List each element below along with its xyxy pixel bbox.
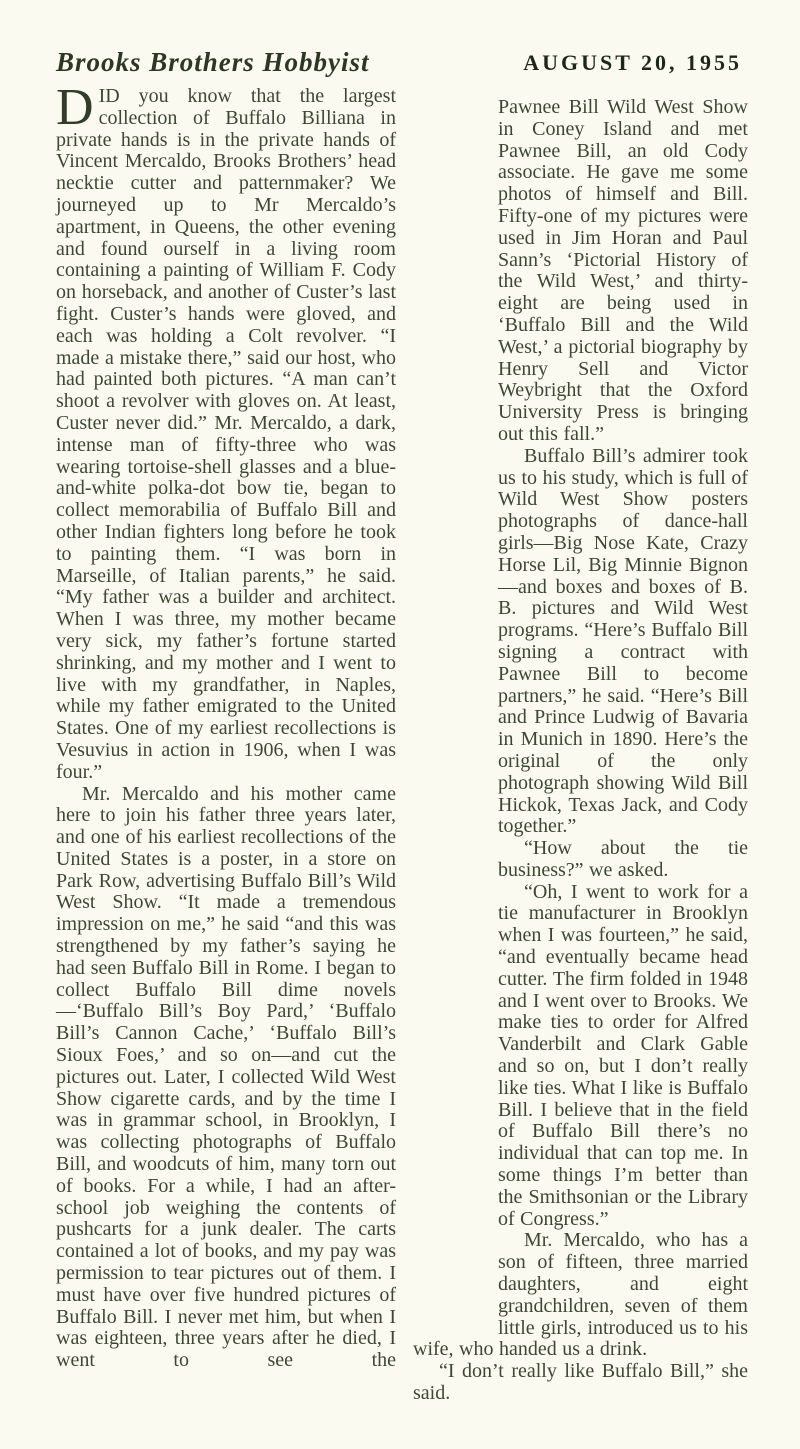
- paragraph-text: Mr. Mercaldo and his mother came here to join his father three years later, and one of his earliest recollections of the United States is a poster, in a store on Park Row, advertising Buffalo Bill’s Wild West Show. “It made a tremendous impression on me,” he said “and this was strengthened by my father’s saying he had seen Buffalo Bill in Rome. I began to collect Buffalo Bill dime novels—‘Buffalo Bill’s Boy Pard,’ ‘Buffalo Bill’s Cannon Cache,’ ‘Buffalo Bill’s Sioux Foes,’ and so on—and cut the pictures out. Later, I collected Wild West Show cigarette cards, and by the time I was in grammar school, in Brooklyn, I was collecting photographs of Buffalo Bill, and woodcuts of him, many torn out of books. For a while, I had an after-school job weighing the contents of pushcarts for a junk dealer. The carts contained a lot of books, and my pay was permission to tear pictures out of them. I must have over five hundred pictures of Buffalo Bill. I never met him, but when I was eighteen, three years after he died, I went to see the: [56, 782, 396, 1372]
- issue-date: AUGUST 20, 1955: [523, 50, 742, 75]
- page-title: Brooks Brothers Hobbyist: [56, 47, 370, 77]
- paragraph-text: Buffalo Bill’s admirer took us to his study, which is full of Wild West Show posters photographs of dance-hall girls—Big Nose Kate, Crazy Horse Lil, Big Minnie Bignon—and boxes and boxes of B. B. pictures and Wild West programs. “Here’s Buffalo Bill signing a contract with Pawnee Bill to become partners,” he said. “Here’s Bill and Prince Ludwig of Bavaria in Munich in 1890. Here’s the original of the only photograph showing Wild Bill Hickok, Texas Jack, and Cody together.”: [498, 444, 748, 838]
- paragraph: [413, 1361, 748, 1405]
- paragraph-text: “How about the tie business?” we asked.: [498, 837, 748, 881]
- column-spacer: [413, 97, 498, 1318]
- left-column: [56, 79, 396, 1372]
- drop-cap: D: [56, 79, 94, 136]
- paragraph-text: ID you know that the largest collection of Buffalo Billiana in private hands is in the private hands of Vincent Mercaldo, Brooks Brothers’ head necktie cutter and patternmaker? We journeyed up to Mr Mercaldo’s apartment, in Queens, the other evening and found ourself in a living room containing a painting of William F. Cody on horseback, and another of Custer’s last fight. Custer’s hands were gloved, and each was holding a Colt revolver. “I made a mistake there,” said our host, who had painted both pictures. “A man can’t shoot a revolver with gloves on. At least, Custer never did.” Mr. Mercaldo, a dark, intense man of fifty-three who was wearing tortoise-shell glasses and a blue-and-white polka-dot bow tie, began to collect memorabilia of Buffalo Bill and other Indian fighters long before he took to painting them. “I was born in Marseille, of Italian parents,” he said. “My father was a builder and architect. When I was three, my mother became very sick, my father’s fortune started shrinking, and my mother and I went to live with my grandfather, in Naples, while my father emigrated to the United States. One of my earliest recollections is Vesuvius in action in 1906, when I was four.”: [56, 85, 396, 783]
- paragraph-text: Pawnee Bill Wild West Show in Coney Island and met Pawnee Bill, an old Cody associate. He gave me some photos of himself and Bill. Fifty-one of my pictures were used in Jim Horan and Paul Sann’s ‘Pictorial History of the Wild West,’ and thirty-eight are being used in ‘Buffalo Bill and the Wild West,’ a pictorial biography by Henry Sell and Victor Weybright that the Oxford University Press is bringing out this fall.”: [498, 96, 748, 445]
- paragraph-text: Mr. Mercaldo, who has a son of fifteen, three married daughters, and eight grandchildren, seven of them little girls, introduced us to his wife, who handed us a drink.: [413, 1229, 748, 1361]
- right-column: [413, 97, 748, 1405]
- paragraph: [56, 79, 396, 784]
- paragraph: [56, 784, 396, 1373]
- paragraph-text: “I don’t really like Buffalo Bill,” she said.: [413, 1360, 748, 1405]
- paragraph-text: “Oh, I went to work for a tie manufacturer in Brooklyn when I was fourteen,” he said, “and eventually became head cutter. The firm folded in 1948 and I went over to Brooks. We make ties to order for Alfred Vanderbilt and Clark Gable and so on, but I don’t really like ties. What I like is Buffalo Bill. I believe that in the field of Buffalo Bill there’s no individual that can top me. In some things I’m better than the Smithsonian or the Library of Congress.”: [498, 880, 748, 1230]
